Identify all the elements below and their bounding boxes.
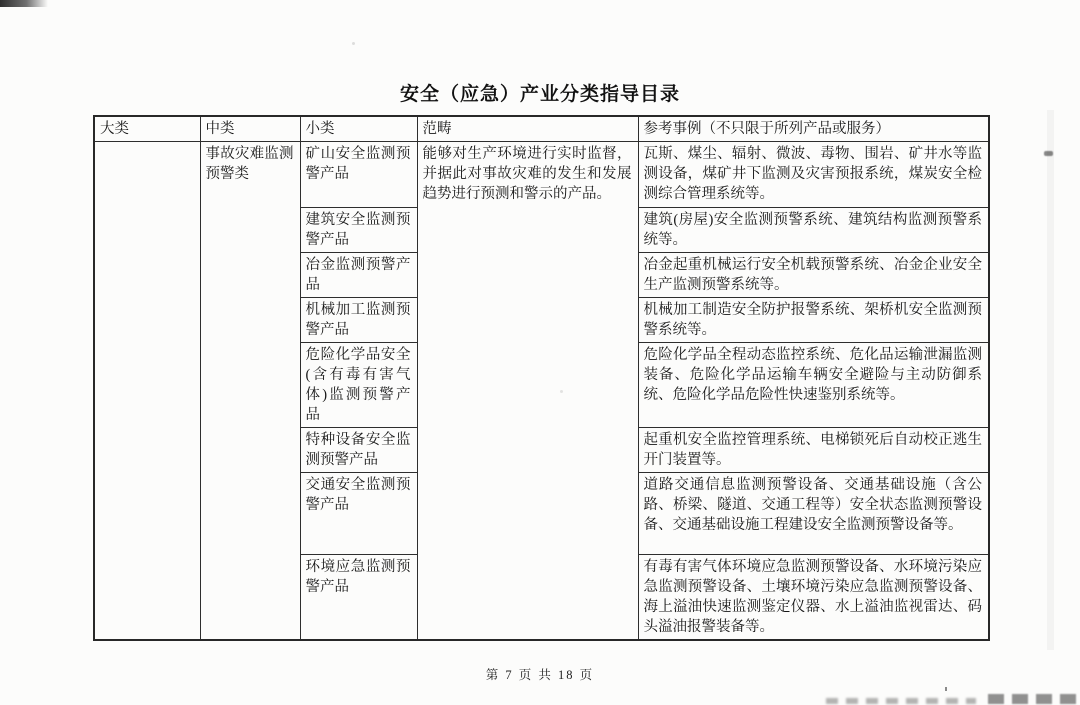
- major-category-cell: [94, 142, 200, 641]
- table-header-row: [94, 116, 989, 142]
- scan-streak-right: [1047, 110, 1054, 650]
- col-header-scope: 范畴: [417, 116, 638, 142]
- subcategory-cell: 特种设备安全监测预警产品: [300, 428, 417, 473]
- page-number: 第 7 页 共 18 页: [485, 668, 595, 682]
- scan-artifact-cutoff-text: [988, 694, 1080, 704]
- scan-artifact-cutoff-text: [826, 698, 976, 704]
- scope-cell: 能够对生产环境进行实时监督，并据此对事故灾难的发生和发展趋势进行预测和警示的产品。: [417, 142, 638, 641]
- subcategory-cell: 建筑安全监测预警产品: [300, 208, 417, 253]
- subcategory-cell: 机械加工监测预警产品: [300, 298, 417, 343]
- examples-cell: 道路交通信息监测预警设备、交通基础设施（含公路、桥梁、隧道、交通工程等）安全状态监测预警设备、交通基础设施工程建设安全监测预警设备等。: [638, 473, 989, 555]
- examples-cell: 有毒有害气体环境应急监测预警设备、水环境污染应急监测预警设备、土壤环境污染应急监测预警设备、海上溢油快速监测鉴定仪器、水上溢油监视雷达、码头溢油报警装备等。: [638, 555, 989, 641]
- col-header-middle-category: 中类: [200, 116, 300, 142]
- col-header-subcategory: 小类: [300, 116, 417, 142]
- examples-cell: 建筑(房屋)安全监测预警系统、建筑结构监测预警系统等。: [638, 208, 989, 253]
- scan-artifact-right-edge: [1044, 151, 1053, 156]
- middle-category-cell: 事故灾难监测预警类: [200, 142, 300, 641]
- examples-cell: 机械加工制造安全防护报警系统、架桥机安全监测预警系统等。: [638, 298, 989, 343]
- page-title: 安全（应急）产业分类指导目录: [399, 84, 680, 105]
- subcategory-cell: 危险化学品安全(含有毒有害气体)监测预警产品: [300, 343, 417, 428]
- scan-artifact-dot: [945, 687, 947, 691]
- col-header-major-category: 大类: [94, 116, 200, 142]
- table-row: [94, 142, 989, 208]
- subcategory-cell: 冶金监测预警产品: [300, 253, 417, 298]
- subcategory-cell: 矿山安全监测预警产品: [300, 142, 417, 208]
- col-header-examples: 参考事例（不只限于所列产品或服务）: [638, 116, 989, 142]
- subcategory-cell: 交通安全监测预警产品: [300, 473, 417, 555]
- examples-cell: 起重机安全监控管理系统、电梯锁死后自动校正逃生开门装置等。: [638, 428, 989, 473]
- examples-cell: 危险化学品全程动态监控系统、危化品运输泄漏监测装备、危险化学品运输车辆安全避险与主动防御系统、危险化学品危险性快速鉴别系统等。: [638, 343, 989, 428]
- examples-cell: 冶金起重机械运行安全机载预警系统、冶金企业安全生产监测预警系统等。: [638, 253, 989, 298]
- scan-artifact-top-left: [0, 0, 48, 7]
- classification-table: [93, 115, 990, 641]
- examples-cell: 瓦斯、煤尘、辐射、微波、毒物、围岩、矿井水等监测设备，煤矿井下监测及灾害预报系统，煤炭安全检测综合管理系统等。: [638, 142, 989, 208]
- scan-speck: [352, 42, 355, 45]
- subcategory-cell: 环境应急监测预警产品: [300, 555, 417, 641]
